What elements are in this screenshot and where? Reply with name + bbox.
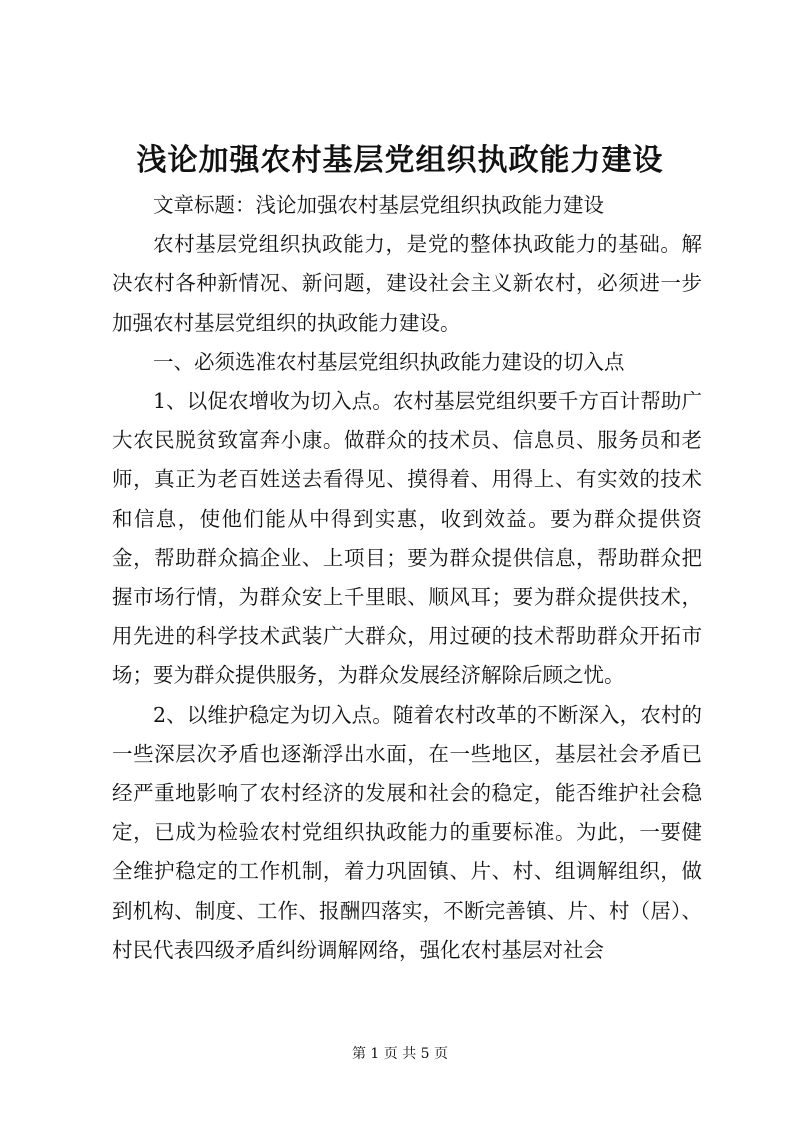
section-heading-1: 一、必须选准农村基层党组织执政能力建设的切入点 (153, 349, 625, 374)
page-number: 第 1 页 共 5 页 (351, 1046, 449, 1062)
paragraph-intro: 农村基层党组织执政能力，是党的整体执政能力的基础。解决农村各种新情况、新问题，建设社会主义新农村，必须进一步加强农村基层党组织的执政能力建设。 (112, 232, 702, 335)
page-title: 浅论加强农村基层党组织执政能力建设 (136, 143, 664, 178)
paragraph-article-title: 文章标题：浅论加强农村基层党组织执政能力建设 (153, 193, 604, 217)
paragraph-point-1: 1、以促农增收为切入点。农村基层党组织要千方百计帮助广大农民脱贫致富奔小康。做群众的技术员、信息员、服务员和老师，真正为老百姓送去看得见、摸得着、用得上、有实效的技术和信息，使他们能从中得到实惠，收到效益。要为群众提供资金，帮助群众搞企业、上项目；要为群众提供信息，帮助群众把握市场行情，为群众安上千里眼、顺风耳；要为群众提供技术，用先进的科学技术武装广大群众，用过硬的技术帮助群众开拓市场；要为群众提供服务，为群众发展经济解除后顾之忧。 (112, 389, 702, 688)
paragraph-point-2: 2、以维护稳定为切入点。随着农村改革的不断深入，农村的一些深层次矛盾也逐渐浮出水面，在一些地区，基层社会矛盾已经严重地影响了农村经济的发展和社会的稳定，能否维护社会稳定，已成为检验农村党组织执政能力的重要标准。为此，一要健全维护稳定的工作机制，着力巩固镇、片、村、组调解组织，做到机构、制度、工作、报酬四落实，不断完善镇、片、村（居）、村民代表四级矛盾纠纷调解网络，强化农村基层对社会 (112, 702, 702, 962)
document-body (112, 186, 702, 970)
